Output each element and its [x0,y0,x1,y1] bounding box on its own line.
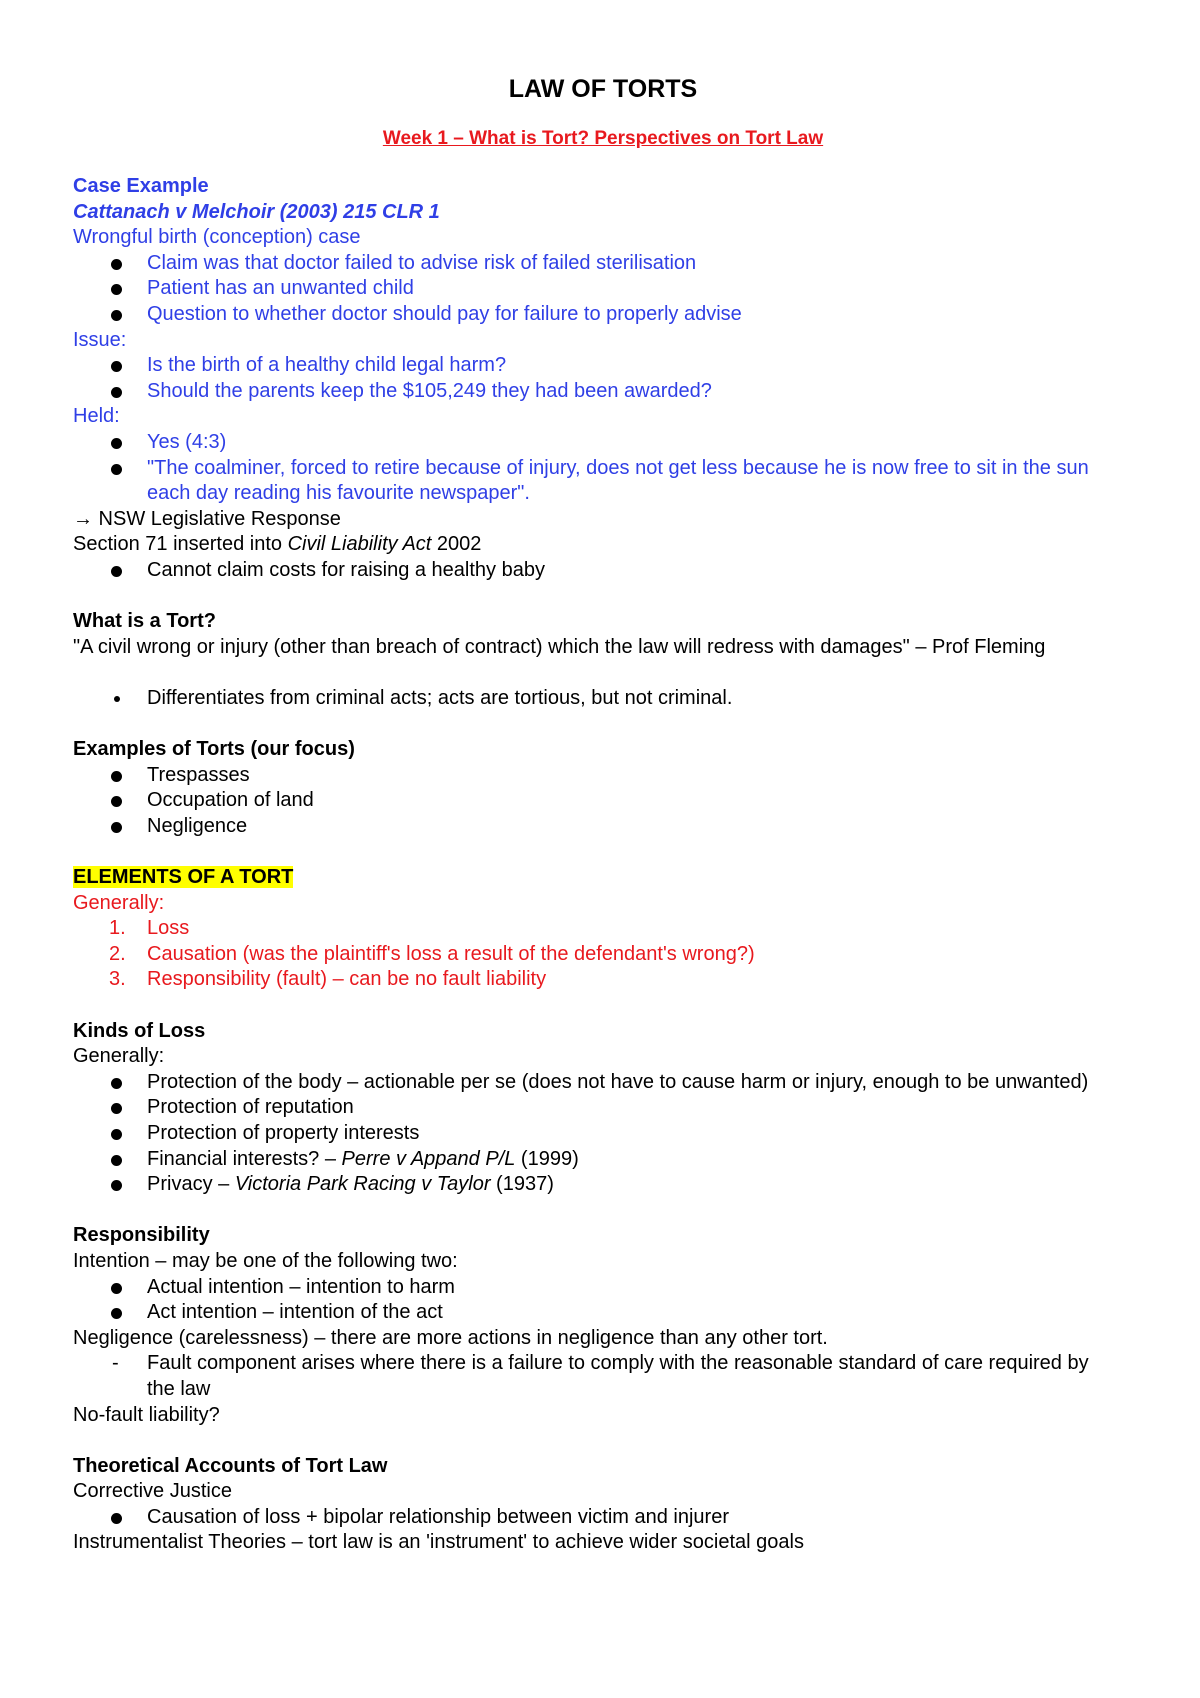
tort-points-list [73,686,1133,712]
examples-heading: Examples of Torts (our focus) [73,738,355,761]
bullet-icon [111,438,122,449]
elements-list [73,916,1133,993]
examples-list [73,763,1133,840]
fault-list [73,1351,1133,1402]
what-is-tort-heading: What is a Tort? [73,610,216,633]
legislative-response: → NSW Legislative Response [73,507,341,530]
list-item: - Fault component arises where there is a failure to comply with the reasonable standard of care required by the law [112,1352,1089,1400]
instrumentalist-line: Instrumentalist Theories – tort law is an 'instrument' to achieve wider societal goals [73,1531,804,1554]
bullet-icon [111,361,122,372]
list-item: "The coalminer, forced to retire because of injury, does not get less because he is now free to sit in the sun each day reading his favourite newspaper". [73,456,1133,507]
list-item: 2. Causation (was the plaintiff's loss a result of the defendant's wrong?) [109,942,755,965]
case-type: Wrongful birth (conception) case [73,226,361,249]
no-fault-line: No-fault liability? [73,1403,220,1426]
week-heading: Week 1 – What is Tort? Perspectives on Tort Law [382,128,824,149]
case-heading: Case Example [73,175,209,197]
bullet-icon [111,1308,122,1319]
list-item: Question to whether doctor should pay for failure to properly advise [73,302,1133,328]
list-item: Claim was that doctor failed to advise risk of failed sterilisation [73,251,1133,277]
list-item: Patient has an unwanted child [73,276,1133,302]
elements-heading: ELEMENTS OF A TORT [73,866,294,889]
bullet-icon [111,1513,122,1524]
section-line: Section 71 inserted into Civil Liability Act 2002 [73,533,482,556]
list-item: 3. Responsibility (fault) – can be no fault liability [109,968,547,991]
theory-heading: Theoretical Accounts of Tort Law [73,1454,388,1477]
list-item: Differentiates from criminal acts; acts are tortious, but not criminal. [73,686,1133,712]
corrective-list [73,1505,1133,1531]
bullet-icon [111,1129,122,1140]
bullet-icon [114,696,120,702]
list-item: Act intention – intention of the act [73,1300,1133,1326]
bullet-icon [111,259,122,270]
list-item: Should the parents keep the $105,249 they had been awarded? [73,379,1133,405]
corrective-justice: Corrective Justice [73,1480,232,1503]
intention-list [73,1275,1133,1326]
bullet-icon [111,1283,122,1294]
list-item: Actual intention – intention to harm [73,1275,1133,1301]
list-item: Negligence [73,814,1133,840]
bullet-icon [111,1180,122,1191]
bullet-icon [111,771,122,782]
list-item: Yes (4:3) [73,430,1133,456]
list-item: Financial interests? – Perre v Appand P/L (1999) [73,1147,1133,1173]
bullet-icon [111,566,122,577]
responsibility-heading: Responsibility [73,1224,210,1247]
list-item: Cannot claim costs for raising a healthy baby [73,558,1133,584]
list-item: Is the birth of a healthy child legal harm? [73,353,1133,379]
issue-label: Issue: [73,328,127,351]
negligence-line: Negligence (carelessness) – there are more actions in negligence than any other tort. [73,1326,828,1349]
document-title: LAW OF TORTS [508,75,698,103]
document-page [73,72,1133,1556]
list-item: Occupation of land [73,788,1133,814]
list-item: Causation of loss + bipolar relationship between victim and injurer [73,1505,1133,1531]
list-item: Privacy – Victoria Park Racing v Taylor (1937) [73,1172,1133,1198]
bullet-icon [111,822,122,833]
section-points-list [73,558,1133,584]
list-item: Protection of the body – actionable per se (does not have to cause harm or injury, enough to be unwanted) [73,1070,1107,1096]
loss-heading: Kinds of Loss [73,1019,206,1042]
intention-line: Intention – may be one of the following two: [73,1249,458,1272]
held-list [73,430,1133,507]
bullet-icon [111,1078,122,1089]
bullet-icon [111,464,122,475]
list-item: Trespasses [73,763,1133,789]
issues-list [73,353,1133,404]
list-item: Protection of reputation [73,1095,1133,1121]
bullet-icon [111,387,122,398]
list-item: Protection of property interests [73,1121,1133,1147]
dash-marker: - [112,1352,119,1375]
case-facts-list [73,251,1133,328]
fleming-quote: "A civil wrong or injury (other than breach of contract) which the law will redress with damages" – Prof Fleming [73,635,1046,658]
loss-sub: Generally: [73,1045,165,1068]
elements-sub: Generally: [73,891,165,914]
loss-list [73,1070,1133,1198]
case-name: Cattanach v Melchoir (2003) 215 CLR 1 [73,200,440,223]
bullet-icon [111,1103,122,1114]
bullet-icon [111,310,122,321]
bullet-icon [111,1155,122,1166]
list-item: 1. Loss [109,917,190,940]
bullet-icon [111,796,122,807]
bullet-icon [111,284,122,295]
held-label: Held: [73,405,120,428]
